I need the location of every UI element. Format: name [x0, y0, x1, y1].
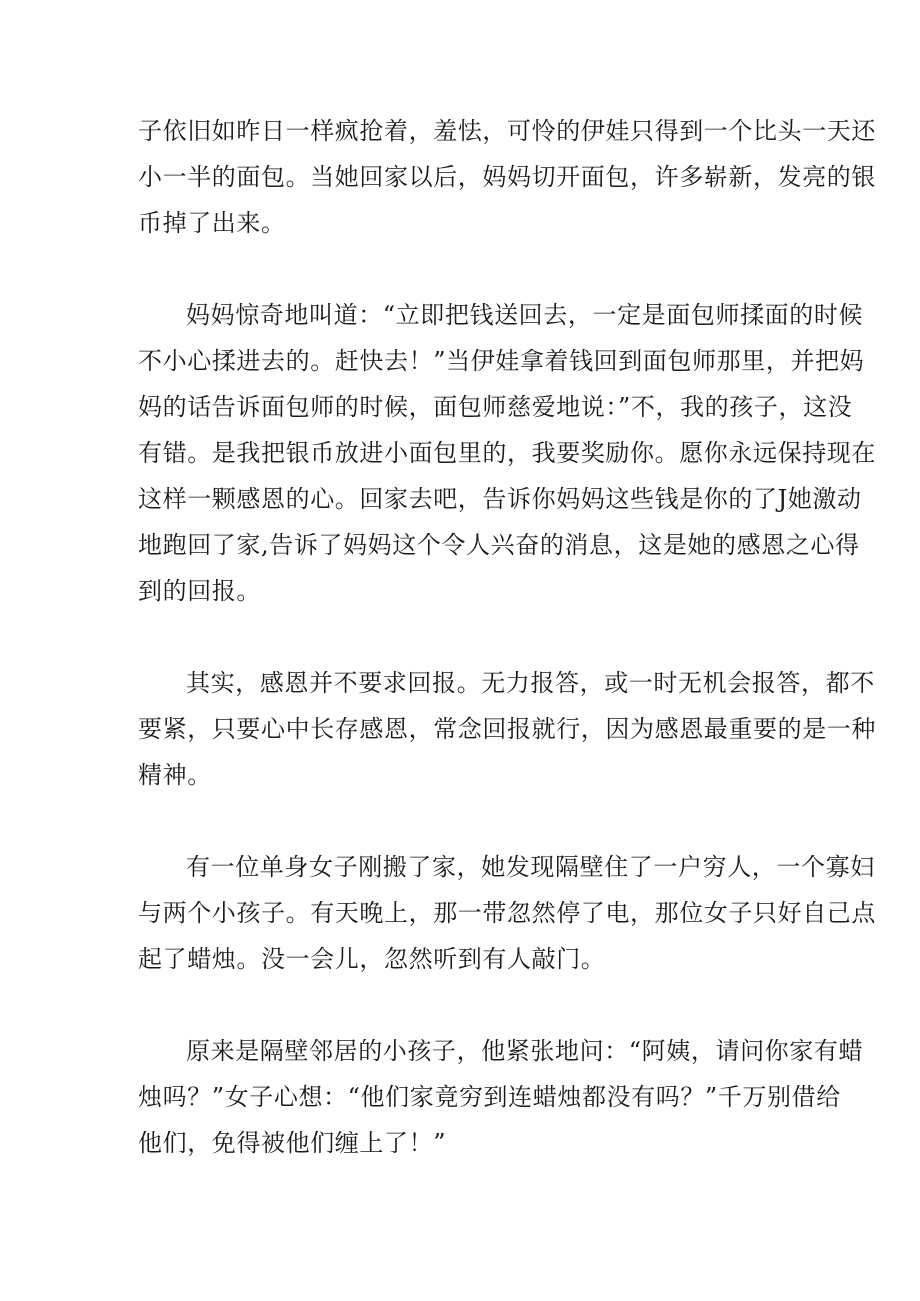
paragraph-2: [138, 292, 876, 614]
text-line: 有错。是我把银币放进小面包里的，我要奖励你。愿你永远保持现在: [138, 439, 876, 467]
text-line: 原来是隔壁邻居的小孩子，他紧张地问：“阿姨，请问你家有蜡: [186, 1037, 864, 1065]
text-line: 妈妈惊奇地叫道：“立即把钱送回去，一定是面包师揉面的时候: [186, 301, 864, 329]
text-line: 有一位单身女子刚搬了家，她发现隔壁住了一户穷人，一个寡妇: [186, 853, 875, 881]
text-line: 到的回报。: [138, 577, 261, 605]
text-line: 子依旧如昨日一样疯抢着，羞怯，可怜的伊娃只得到一个比头一天还: [138, 117, 876, 145]
paragraph-5: [138, 1028, 864, 1166]
text-line: 精神。: [138, 761, 212, 789]
paragraph-4: [138, 844, 876, 982]
text-line: 妈的话告诉面包师的时候，面包师慈爱地说：”不，我的孩子，这没: [138, 393, 853, 421]
text-line: 这样一颗感恩的心。回家去吧，告诉你妈妈这些钱是你的了J她激动: [138, 485, 862, 513]
text-line: 其实，感恩并不要求回报。无力报答，或一时无机会报答，都不: [186, 669, 875, 697]
text-line: 他们，免得被他们缠上了！”: [138, 1129, 447, 1157]
text-line: 不小心揉进去的。赶快去！”当伊娃拿着钱回到面包师那里，并把妈: [138, 347, 865, 375]
text-line: 起了蜡烛。没一会儿，忽然听到有人敲门。: [138, 945, 606, 973]
paragraph-1: [138, 108, 876, 246]
text-line: 小一半的面包。当她回家以后，妈妈切开面包，许多崭新，发亮的银: [138, 163, 876, 191]
text-line: 与两个小孩子。有天晚上，那一带忽然停了电，那位女子只好自己点: [138, 899, 876, 927]
text-line: 烛吗？”女子心想：“他们家竟穷到连蜡烛都没有吗？”千万别借给: [138, 1083, 841, 1111]
text-line: 币掉了出来。: [138, 209, 286, 237]
paragraph-3: [138, 660, 876, 798]
text-line: 要紧，只要心中长存感恩，常念回报就行，因为感恩最重要的是一种: [138, 715, 876, 743]
text-line: 地跑回了家,告诉了妈妈这个令人兴奋的消息，这是她的感恩之心得: [138, 531, 860, 559]
document-page: [138, 108, 876, 1166]
